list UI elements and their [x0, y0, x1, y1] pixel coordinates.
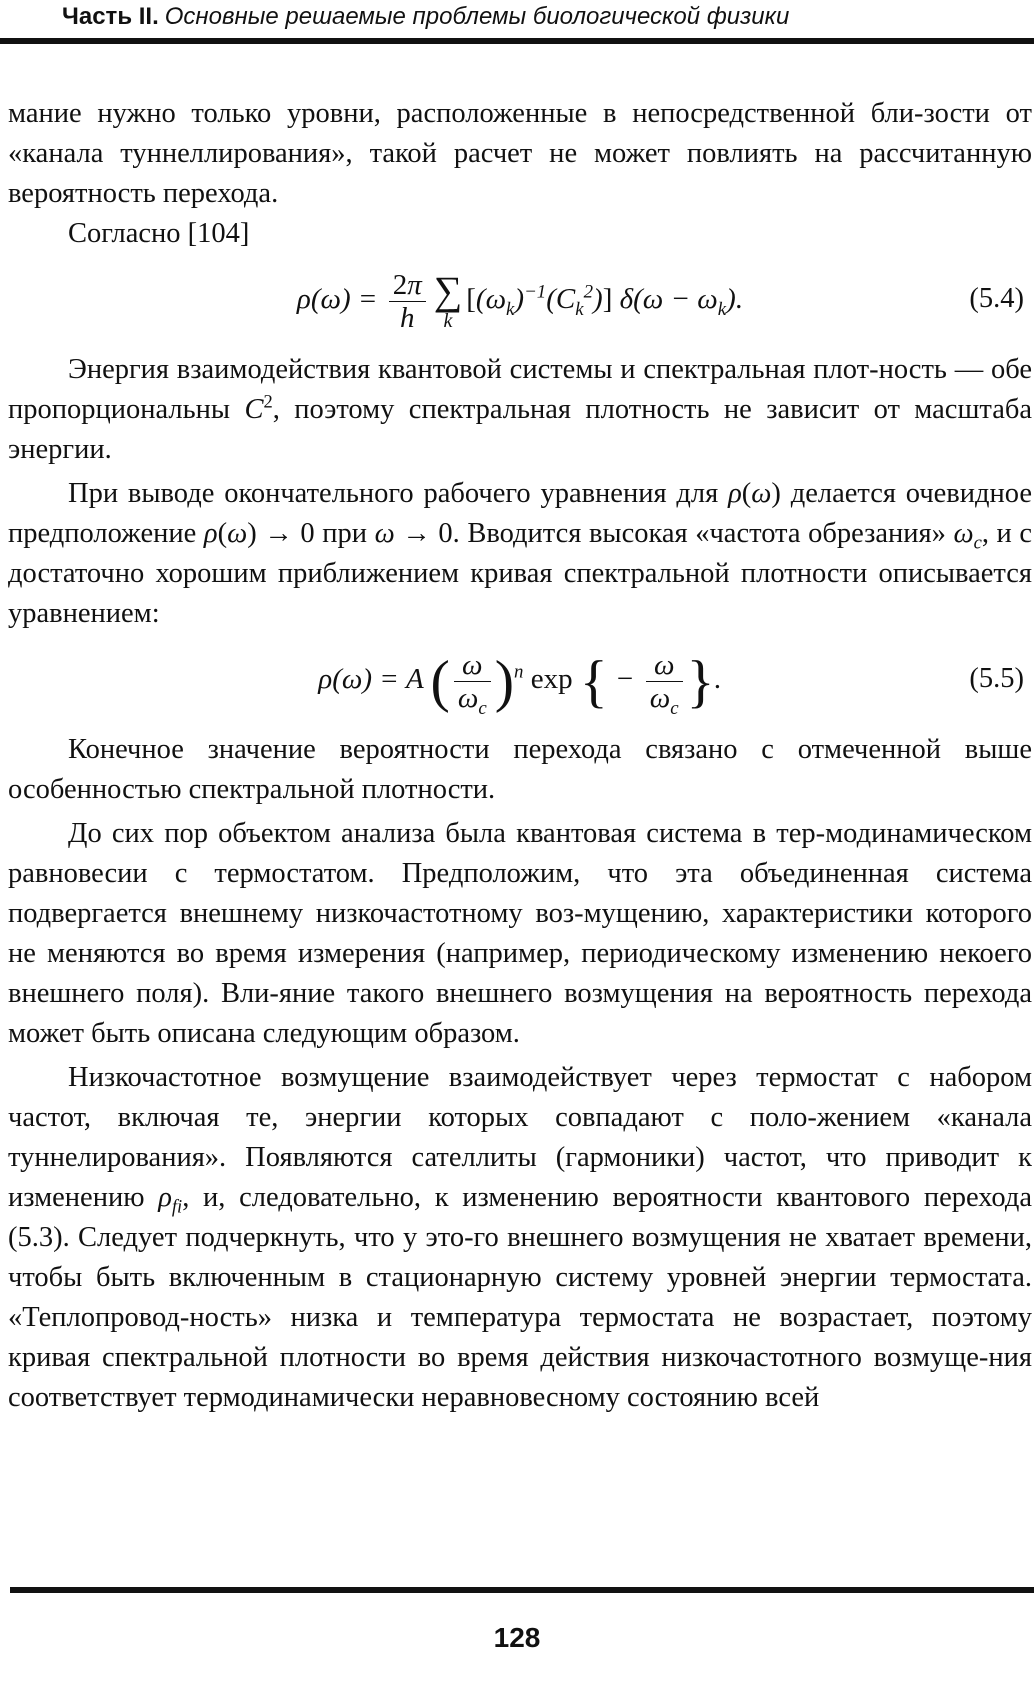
paragraph-final-value: Конечное значение вероятности перехода связано с отмеченной выше особенностью спектральной плотности. [8, 734, 1032, 805]
equation-5-4-formula: ρ(ω) = $\frac{2\pi}{h}$ ∑ k $[(\omega_k)^{-1}(C_k^2)] \delta(\omega - \omega_k)$. [296, 268, 744, 334]
body-text [8, 94, 1032, 1418]
running-head-title: Основные решаемые проблемы биологической физики [164, 3, 790, 30]
text-run: делается очевидное предположение [8, 478, 1033, 549]
text-run: при [322, 518, 367, 549]
paragraph-low-frequency: Низкочастотное возмущение взаимодействует через термостат с набором частот, включая те, энергии которых совпадают с поло-жением «канала туннелирования». Появляются сателлиты (гармоники) частот, что приводит к изменению $\rho_{fi}$, и, следовательно, к изменению вероятности квантового перехода (5.3). Следует подчеркнуть, что у это-го внешнего возмущения не хватает времени, чтобы быть включенным в стационарную систему уровней энергии термостата. «Теплопровод-ность» низка и температура термостата не возрастает, поэтому кривая спектральной плотности во время действия низкочастотного возмуще-ния соответствует термодинамически неравновесному состоянию всей [8, 1062, 1032, 1413]
running-head-part: Часть II. [62, 3, 159, 30]
text-run: , и с достаточно хорошим приближением кривая спектральной плотности описывается уравнением: [8, 518, 1033, 629]
page-number: 128 [493, 1622, 541, 1653]
text-run: . Вводится высокая «частота обрезания» [452, 518, 946, 549]
text-run: Энергия взаимодействия квантовой системы и спектральная плот-ность — обе пропорциональны [8, 354, 1032, 425]
equation-5-4-number: (5.4) [969, 283, 1024, 314]
paragraph-interaction-energy: Энергия взаимодействия квантовой системы и спектральная плот-ность — обе пропорциональны $C^2$, поэтому спектральная плотность не зависит от масштаба энергии. [8, 354, 1032, 465]
paragraph-continuation: мание нужно только уровни, расположенные в непосредственной бли-зости от «канала туннеллирования», такой расчет не может повлиять на рассчитанную вероятность перехода. [8, 98, 1032, 209]
text-run: , и, следовательно, к изменению вероятности квантового перехода (5.3). Следует подчеркнуть, что у это-го внешнего возмущения не хватает времени, чтобы быть включенным в стационарную систему уровней энергии термостата. «Теплопровод-ность» низка и температура термостата не возрастает, поэтому кривая спектральной плотности во время действия низкочастотного возмуще-ния соответствует термодинамически неравновесному состоянию всей [8, 1182, 1032, 1413]
header-rule [0, 38, 1034, 44]
footer-rule [10, 1587, 1034, 1593]
equation-5-5-formula: ρ(ω) = A ( $\frac{\omega}{\omega_c}$ )$^n$ exp { − $\frac{\omega}{\omega_c}$ }. [318, 648, 722, 719]
paragraph-thermostat: До сих пор объектом анализа была квантовая система в тер-модинамическом равновесии с термостатом. Предположим, что эта объединенная система подвергается внешнему низкочастотному воз-мущению, характеристики которого не меняются во время измерения (например, периодическому изменению некоего внешнего поля). Вли-яние такого внешнего возмущения на вероятность перехода может быть описана следующим образом. [8, 818, 1032, 1049]
text-run: При выводе окончательного рабочего уравнения для [68, 478, 719, 509]
text-run: , поэтому спектральная плотность не зависит от масштаба энергии. [8, 394, 1032, 465]
equation-5-5 [8, 634, 1032, 730]
equation-5-5-number: (5.5) [969, 663, 1024, 694]
paragraph-according-to: Согласно [104] [68, 218, 250, 249]
text-run: Низкочастотное возмущение взаимодействует через термостат с набором частот, включая те, энергии которых совпадают с поло-жением «канала туннелирования». Появляются сателлиты (гармоники) частот, что приводит к изменению [8, 1062, 1032, 1213]
paragraph-final-equation: При выводе окончательного рабочего уравнения для ρ(ω) делается очевидное предположение ρ(ω) → 0 при ω → 0. Вводится высокая «частота обрезания» $\omega_c$, и с достаточно хорошим приближением кривая спектральной плотности описывается уравнением: [8, 478, 1033, 629]
running-head [62, 2, 1022, 32]
equation-5-4 [8, 254, 1032, 350]
